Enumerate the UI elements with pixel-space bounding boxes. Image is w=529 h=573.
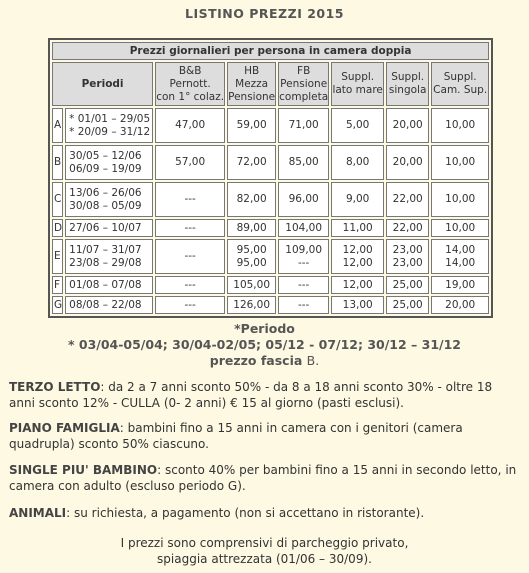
header-mare-line: Suppl. (341, 71, 375, 83)
price-value: 10,00 (445, 156, 476, 168)
price-cell-singola (386, 145, 429, 180)
terzo-letto-paragraph (9, 379, 521, 411)
price-cell-bb (155, 108, 225, 143)
table-row (52, 145, 489, 180)
single-paragraph (9, 462, 521, 494)
price-cell-cam (431, 296, 489, 314)
price-value: --- (297, 278, 310, 291)
price-cell-cam (431, 108, 489, 143)
terzo-letto-label: TERZO LETTO (9, 380, 101, 394)
row-period (65, 182, 153, 217)
price-value: 14,00 (445, 243, 476, 256)
price-value: 12,00 (342, 243, 373, 256)
price-value: 104,00 (285, 221, 323, 234)
price-value: 95,00 (236, 256, 267, 269)
periodo-dates: * 03/04-05/04; 30/04-02/05; 05/12 - 07/12; 30/12 – 31/12 (67, 337, 461, 352)
price-cell-fb (278, 182, 329, 217)
price-value: 126,00 (233, 298, 271, 311)
price-cell-bb (155, 276, 225, 294)
price-cell-cam (431, 219, 489, 237)
price-value: 47,00 (175, 119, 206, 131)
period-line: 30/05 – 12/06 (69, 149, 142, 162)
periodo-note (0, 321, 529, 369)
header-periodi: Periodi (52, 62, 153, 106)
row-letter: G (52, 296, 63, 314)
price-value: 23,00 (392, 243, 423, 256)
price-cell-mare (331, 145, 384, 180)
price-value: 19,00 (445, 278, 476, 291)
animali-paragraph (9, 505, 521, 521)
row-period (65, 276, 153, 294)
price-cell-mare (331, 108, 384, 143)
periodo-fascia-prefix: prezzo fascia (209, 353, 307, 368)
row-period (65, 145, 153, 180)
periodo-heading: *Periodo (234, 321, 295, 336)
price-cell-singola (386, 239, 429, 274)
page-title: LISTINO PREZZI 2015 (185, 6, 344, 21)
price-cell-hb (227, 182, 276, 217)
header-mare-line: lato mare (332, 84, 383, 96)
header-hb-line: Mezza (235, 77, 269, 90)
row-period (65, 219, 153, 237)
price-cell-bb (155, 145, 225, 180)
row-letter: E (52, 239, 63, 274)
header-fb (278, 62, 329, 106)
animali-label: ANIMALI (9, 506, 67, 520)
header-cam-line: Suppl. (443, 71, 477, 83)
price-cell-fb (278, 239, 329, 274)
price-cell-fb (278, 219, 329, 237)
price-cell-cam (431, 145, 489, 180)
price-cell-hb (227, 296, 276, 314)
table-caption: Prezzi giornalieri per persona in camera doppia (52, 42, 489, 60)
price-value: 10,00 (445, 193, 476, 205)
price-value: 20,00 (392, 119, 423, 131)
table-row (52, 296, 489, 314)
footer-line-2: spiaggia attrezzata (01/06 – 30/09). (157, 552, 372, 566)
price-cell-mare (331, 276, 384, 294)
price-cell-fb (278, 145, 329, 180)
periodo-fascia (0, 353, 529, 369)
row-letter: B (52, 145, 63, 180)
row-letter: F (52, 276, 63, 294)
price-value: 22,00 (392, 193, 423, 205)
price-cell-singola (386, 296, 429, 314)
footer-note (0, 535, 529, 567)
price-table (48, 38, 493, 318)
price-cell-fb (278, 108, 329, 143)
footer-line-1: I prezzi sono comprensivi di parcheggio privato, (120, 536, 409, 550)
header-mare (331, 62, 384, 106)
row-period (65, 108, 153, 143)
header-hb-line: HB (244, 64, 260, 77)
price-cell-bb (155, 296, 225, 314)
header-fb-line: completa (279, 90, 329, 103)
header-singola-line: Suppl. (391, 71, 425, 83)
header-bb-line: Pernott. (169, 77, 211, 90)
price-cell-cam (431, 239, 489, 274)
animali-text: : su richiesta, a pagamento (non si accettano in ristorante). (66, 506, 425, 520)
price-value: 59,00 (236, 119, 267, 131)
price-value: 20,00 (445, 298, 476, 311)
period-line: 11/07 – 31/07 (69, 243, 142, 256)
price-cell-singola (386, 108, 429, 143)
price-value: 10,00 (445, 119, 476, 131)
row-letter: C (52, 182, 63, 217)
price-value: 82,00 (236, 193, 267, 205)
price-cell-bb (155, 219, 225, 237)
header-hb-line: Pensione (228, 90, 276, 103)
price-cell-bb (155, 239, 225, 274)
price-value: --- (184, 221, 196, 234)
periodo-fascia-value: B. (306, 353, 320, 368)
price-cell-mare (331, 296, 384, 314)
price-value: 10,00 (445, 221, 476, 234)
table-row (52, 182, 489, 217)
price-cell-hb (227, 219, 276, 237)
period-line: 27/06 – 10/07 (69, 221, 142, 234)
header-hb (227, 62, 276, 106)
price-value: --- (184, 278, 196, 291)
table-row (52, 239, 489, 274)
price-value: 5,00 (345, 119, 370, 131)
price-value: 25,00 (392, 298, 423, 311)
row-period (65, 296, 153, 314)
period-line: 01/08 – 07/08 (69, 278, 142, 291)
price-value: 85,00 (288, 156, 319, 168)
price-value: 12,00 (342, 278, 373, 291)
price-cell-singola (386, 182, 429, 217)
single-label: SINGLE PIU' BAMBINO (9, 463, 158, 477)
price-value: 109,00 (285, 243, 323, 256)
price-value: --- (184, 250, 196, 262)
price-value: 72,00 (236, 156, 267, 168)
header-bb-line: con 1° colaz. (156, 90, 225, 103)
table-row (52, 276, 489, 294)
price-value: 20,00 (392, 156, 423, 168)
price-cell-mare (331, 219, 384, 237)
price-value: --- (184, 298, 196, 311)
price-value: 95,00 (236, 243, 267, 256)
row-period (65, 239, 153, 274)
price-value: --- (184, 193, 196, 205)
single-text: : sconto 40% per bambini fino a 15 anni in secondo letto, in camera con adulto (escluso periodo G). (9, 463, 517, 493)
price-value: --- (297, 256, 310, 269)
header-bb (155, 62, 225, 106)
price-value: 71,00 (288, 119, 319, 131)
price-value: 13,00 (342, 298, 373, 311)
price-cell-mare (331, 182, 384, 217)
price-value: --- (297, 298, 310, 311)
price-value: 9,00 (345, 193, 370, 205)
price-value: 89,00 (236, 221, 267, 234)
price-cell-cam (431, 276, 489, 294)
price-cell-bb (155, 182, 225, 217)
price-cell-fb (278, 276, 329, 294)
price-cell-hb (227, 239, 276, 274)
price-value: 25,00 (392, 278, 423, 291)
table-row (52, 108, 489, 143)
price-cell-hb (227, 145, 276, 180)
price-value: 8,00 (345, 156, 370, 168)
period-line: * 20/09 – 31/12 (69, 125, 151, 138)
header-cam-line: Cam. Sup. (433, 84, 488, 96)
row-letter: D (52, 219, 63, 237)
period-line: 08/08 – 22/08 (69, 298, 142, 311)
price-value: 22,00 (392, 221, 423, 234)
header-cam (431, 62, 489, 106)
header-bb-line: B&B (178, 64, 202, 77)
price-value: 57,00 (175, 156, 206, 168)
price-cell-hb (227, 276, 276, 294)
price-cell-mare (331, 239, 384, 274)
price-cell-singola (386, 219, 429, 237)
price-value: 12,00 (342, 256, 373, 269)
price-value: 11,00 (342, 221, 373, 234)
period-line: * 01/01 – 29/05 (69, 112, 151, 125)
price-value: 14,00 (445, 256, 476, 269)
header-singola-line: singola (388, 84, 427, 96)
piano-famiglia-label: PIANO FAMIGLIA (9, 421, 120, 435)
header-fb-line: FB (297, 64, 311, 77)
row-letter: A (52, 108, 63, 143)
piano-famiglia-paragraph (9, 420, 521, 452)
terzo-letto-text: : da 2 a 7 anni sconto 50% - da 8 a 18 anni sconto 30% - oltre 18 anni sconto 12% - CULLA (0- 2 anni) € 15 al giorno (pasti esclusi). (9, 380, 493, 410)
price-value: 96,00 (288, 193, 319, 205)
price-cell-hb (227, 108, 276, 143)
header-singola (386, 62, 429, 106)
table-row (52, 219, 489, 237)
period-line: 30/08 – 05/09 (69, 199, 142, 212)
price-cell-cam (431, 182, 489, 217)
period-line: 23/08 – 29/08 (69, 256, 142, 269)
price-value: 23,00 (392, 256, 423, 269)
price-cell-singola (386, 276, 429, 294)
piano-famiglia-text: : bambini fino a 15 anni in camera con i genitori (camera quadrupla) sconto 50% ciascuno. (9, 421, 463, 451)
price-cell-fb (278, 296, 329, 314)
header-fb-line: Pensione (280, 77, 328, 90)
period-line: 06/09 – 19/09 (69, 162, 142, 175)
period-line: 13/06 – 26/06 (69, 186, 142, 199)
price-value: 105,00 (233, 278, 271, 291)
